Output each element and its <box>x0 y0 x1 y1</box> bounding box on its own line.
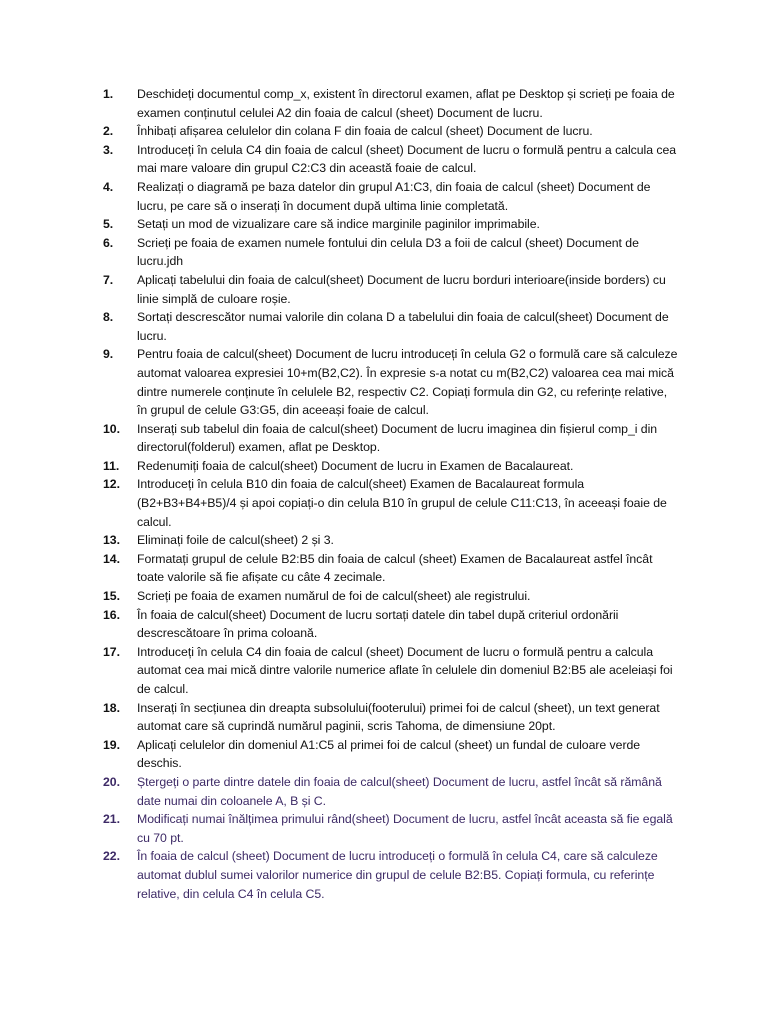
list-item <box>103 308 678 345</box>
item-text: Modificați numai înălțimea primului rând(sheet) Document de lucru, astfel încât aceasta să fie egală cu 70 pt. <box>137 812 673 845</box>
item-number: 8. <box>103 310 114 325</box>
list-item <box>103 420 678 457</box>
list-item <box>103 85 678 122</box>
list-item <box>103 550 678 587</box>
item-number: 20. <box>103 774 120 789</box>
item-number: 22. <box>103 849 120 864</box>
item-text: Scrieți pe foaia de examen numărul de foi de calcul(sheet) ale registrului. <box>137 589 531 604</box>
item-text: În foaia de calcul (sheet) Document de lucru introduceți o formulă în celula C4, care să calculeze automat dublul sumei valorilor numerice din grupul de celule B2:B5. Copiați formula, cu referințe relative, din celula C4 în celula C5. <box>137 849 658 901</box>
item-number: 17. <box>103 644 120 659</box>
item-text: Realizați o diagramă pe baza datelor din grupul A1:C3, din foaia de calcul (sheet) Document de lucru, pe care să o inserați în document după ultima linie completată. <box>137 179 651 213</box>
item-text: Setați un mod de vizualizare care să indice marginile paginilor imprimabile. <box>137 217 540 232</box>
list-item <box>103 736 678 773</box>
item-number: 19. <box>103 737 120 752</box>
item-text: Deschideți documentul comp_x, existent în directorul examen, aflat pe Desktop și scrieți pe foaia de examen conținutul celulei A2 din foaia de calcul (sheet) Document de lucru. <box>137 87 675 120</box>
item-number: 13. <box>103 533 120 548</box>
item-number: 18. <box>103 700 120 715</box>
list-item <box>103 606 678 643</box>
item-number: 5. <box>103 217 114 232</box>
list-item <box>103 271 678 308</box>
item-number: 6. <box>103 235 114 250</box>
list-item <box>103 810 678 847</box>
list-item <box>103 457 678 476</box>
item-text: Formatați grupul de celule B2:B5 din foaia de calcul (sheet) Examen de Bacalaureat astfel încât toate valorile să fie afișate cu câte 4 zecimale. <box>137 551 653 585</box>
item-number: 1. <box>103 87 114 101</box>
list-item <box>103 699 678 736</box>
item-text: Inserați sub tabelul din foaia de calcul(sheet) Document de lucru imaginea din fișierul comp_i din directorul(folderul) examen, aflat pe Desktop. <box>137 421 658 455</box>
item-number: 10. <box>103 421 120 436</box>
item-number: 2. <box>103 124 114 139</box>
item-number: 21. <box>103 812 120 827</box>
item-number: 14. <box>103 551 120 566</box>
list-item <box>103 773 678 810</box>
list-item <box>103 847 678 903</box>
item-number: 9. <box>103 347 114 362</box>
list-item <box>103 475 678 531</box>
list-item <box>103 643 678 699</box>
item-text: Redenumiți foaia de calcul(sheet) Document de lucru in Examen de Bacalaureat. <box>137 458 574 473</box>
item-text: Scrieți pe foaia de examen numele fontului din celula D3 a foii de calcul (sheet) Document de lucru.jdh <box>137 235 639 269</box>
list-item <box>103 345 678 419</box>
item-number: 16. <box>103 607 120 622</box>
list-item <box>103 234 678 271</box>
item-number: 3. <box>103 142 114 157</box>
list-item <box>103 178 678 215</box>
item-text: Pentru foaia de calcul(sheet) Document de lucru introduceți în celula G2 o formulă care să calculeze automat valoarea expresiei 10+m(B2,C2). În expresie s-a notat cu m(B2,C2) valoarea cea mai mică dintre numerele conținute în celulele B2, respectiv C2. Copiați formula din G2, cu referințe relative, în grupul de celule G3:G5, din aceeași foaie de calcul. <box>137 347 678 418</box>
item-text: Introduceți în celula B10 din foaia de calcul(sheet) Examen de Bacalaureat formula (B2+B3+B4+B5)/4 și apoi copiați-o din celula B10 în grupul de celule C11:C13, în aceeași foaie de calcul. <box>137 477 667 529</box>
list-item <box>103 587 678 606</box>
item-text: Inserați în secțiunea din dreapta subsolului(footerului) primei foi de calcul (sheet), un text generat automat care să cuprindă numărul paginii, scris Tahoma, de dimensiune 20pt. <box>137 700 660 734</box>
item-text: Eliminați foile de calcul(sheet) 2 și 3. <box>137 533 334 548</box>
item-number: 12. <box>103 477 120 492</box>
list-item <box>103 215 678 234</box>
item-text: Introduceți în celula C4 din foaia de calcul (sheet) Document de lucru o formulă pentru a calcula cea mai mare valoare din grupul C2:C3 din această foaie de calcul. <box>137 142 677 176</box>
item-number: 15. <box>103 589 120 604</box>
list-item <box>103 122 678 141</box>
task-list <box>103 85 678 903</box>
item-text: Înhibați afișarea celulelor din colana F din foaia de calcul (sheet) Document de lucru. <box>137 124 593 139</box>
item-number: 11. <box>103 458 120 473</box>
item-text: Introduceți în celula C4 din foaia de calcul (sheet) Document de lucru o formulă pentru a calcula automat cea mai mică dintre valorile numerice aflate în celulele din domeniul B2:B5 ale aceleiași foi de calcul. <box>137 644 673 696</box>
item-number: 7. <box>103 272 114 287</box>
item-text: Sortați descrescător numai valorile din colana D a tabelului din foaia de calcul(sheet) Document de lucru. <box>137 310 669 343</box>
item-text: Ștergeți o parte dintre datele din foaia de calcul(sheet) Document de lucru, astfel încât să rămână date numai din coloanele A, B și C. <box>137 774 662 808</box>
list-item <box>103 531 678 550</box>
list-item <box>103 141 678 178</box>
item-text: Aplicați celulelor din domeniul A1:C5 al primei foi de calcul (sheet) un fundal de culoare verde deschis. <box>137 737 641 771</box>
item-text: În foaia de calcul(sheet) Document de lucru sortați datele din tabel după criteriul ordonării descrescătoare în prima coloană. <box>137 607 619 641</box>
item-number: 4. <box>103 179 114 194</box>
item-text: Aplicați tabelului din foaia de calcul(sheet) Document de lucru borduri interioare(inside borders) cu linie simplă de culoare roșie. <box>137 272 666 306</box>
